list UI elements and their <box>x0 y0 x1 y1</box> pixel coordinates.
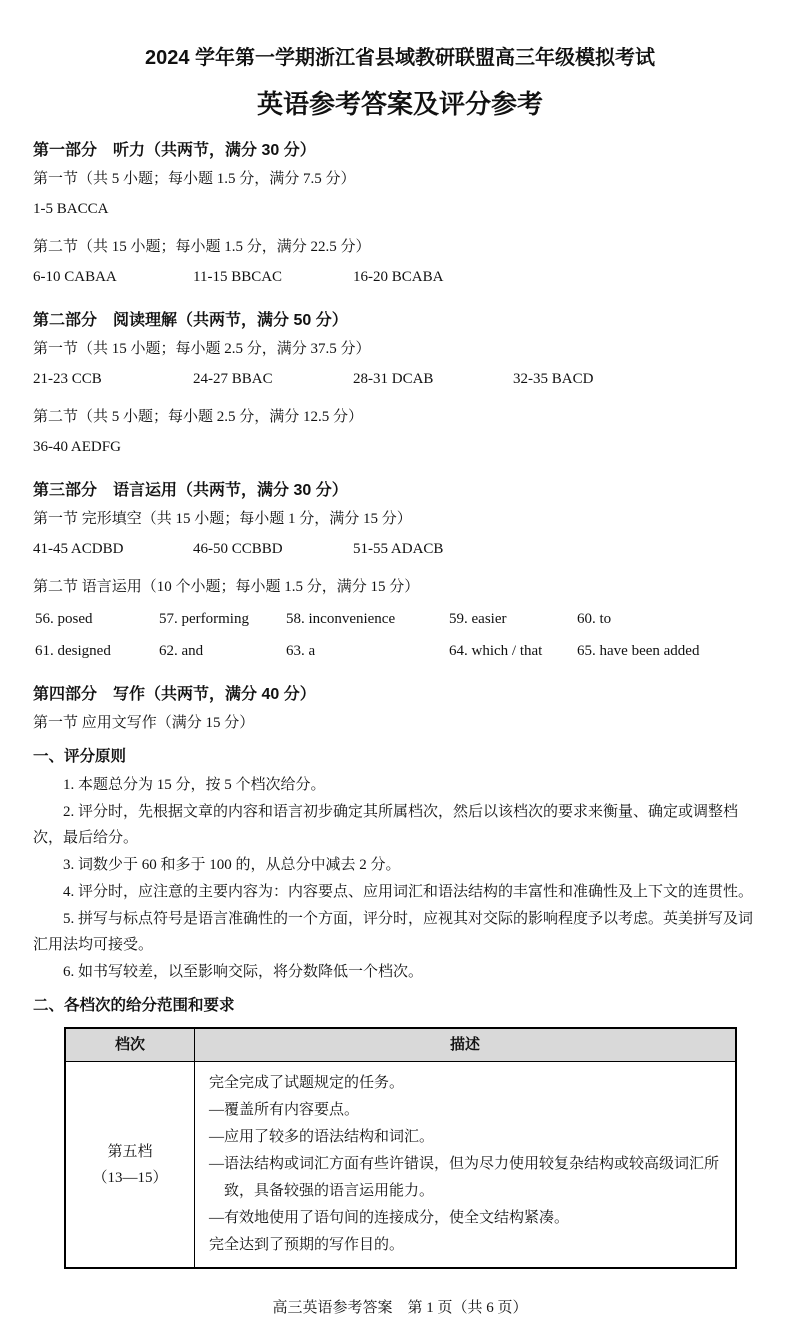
part2-sec1-desc: 第一节（共 15 小题；每小题 2.5 分，满分 37.5 分） <box>33 341 371 357</box>
band-label-cell <box>65 1062 195 1269</box>
answer-item: 60. to <box>577 611 612 627</box>
answer-group: 41-45 ACDBD <box>33 541 124 557</box>
answer-group: 24-27 BBAC <box>193 371 273 387</box>
answer-group: 21-23 CCB <box>33 371 102 387</box>
scoring-principles-heading: 一、评分原则 <box>33 748 127 765</box>
principle-item: 4. 评分时，应注意的主要内容为：内容要点、应用词汇和语法结构的丰富性和准确性及上下文的连贯性。 <box>63 884 754 900</box>
part3-sec1-desc: 第一节 完形填空（共 15 小题；每小题 1 分，满分 15 分） <box>33 511 412 527</box>
table-header-desc: 描述 <box>195 1028 737 1062</box>
part1-sec1-answers <box>33 196 767 222</box>
answer-group: 46-50 CCBBD <box>193 541 283 557</box>
band-description-cell <box>195 1062 737 1269</box>
part2-sec2-answers <box>33 434 767 460</box>
principle-item: 3. 词数少于 60 和多于 100 的，从总分中减去 2 分。 <box>63 857 401 873</box>
answer-item: 62. and <box>159 643 204 659</box>
principle-item: 5. 拼写与标点符号是语言准确性的一个方面，评分时，应视其对交际的影响程度予以考虑。英美拼写及词汇用法均可接受。 <box>33 911 754 953</box>
part1-heading: 第一部分 听力（共两节，满分 30 分） <box>33 142 316 159</box>
answer-item: 65. have been added <box>577 643 700 659</box>
answer-item: 57. performing <box>159 611 249 627</box>
desc-line: —有效地使用了语句间的连接成分，使全文结构紧凑。 <box>209 1210 570 1226</box>
answer-group: 6-10 CABAA <box>33 269 117 285</box>
part3-sec2-answers-row1 <box>35 606 767 632</box>
desc-line: 完全完成了试题规定的任务。 <box>209 1075 405 1091</box>
answer-item: 58. inconvenience <box>286 611 396 627</box>
answer-item: 63. a <box>286 643 316 659</box>
table-header-row <box>65 1028 736 1062</box>
scoring-bands-heading: 二、各档次的给分范围和要求 <box>33 997 235 1014</box>
part3-heading: 第三部分 语言运用（共两节，满分 30 分） <box>33 482 348 499</box>
exam-title: 2024 学年第一学期浙江省县域教研联盟高三年级模拟考试 <box>144 47 656 69</box>
part3-sec2-desc: 第二节 语言运用（10 个小题；每小题 1.5 分，满分 15 分） <box>33 579 420 595</box>
part1-listening <box>33 138 767 290</box>
part2-reading <box>33 308 767 460</box>
table-header-band: 档次 <box>65 1028 195 1062</box>
part1-sec1-desc: 第一节（共 5 小题；每小题 1.5 分，满分 7.5 分） <box>33 171 356 187</box>
part4-writing <box>33 682 767 1269</box>
part3-language-use <box>33 478 767 664</box>
page-footer: 高三英语参考答案 第 1 页（共 6 页） <box>272 1300 528 1316</box>
part4-heading: 第四部分 写作（共两节，满分 40 分） <box>33 686 316 703</box>
answer-group: 11-15 BBCAC <box>193 269 283 285</box>
part1-sec2-answers <box>33 264 767 290</box>
desc-line: 完全达到了预期的写作目的。 <box>209 1237 405 1253</box>
answer-key-title: 英语参考答案及评分参考 <box>256 89 543 119</box>
desc-line: —语法结构或词汇方面有些许错误，但为尽力使用较复杂结构或较高级词汇所致，具备较强的语言运用能力。 <box>209 1156 720 1199</box>
desc-line: —覆盖所有内容要点。 <box>209 1102 360 1118</box>
part1-sec2-desc: 第二节（共 15 小题；每小题 1.5 分，满分 22.5 分） <box>33 239 371 255</box>
principle-item: 1. 本题总分为 15 分，按 5 个档次给分。 <box>63 777 326 793</box>
answer-item: 61. designed <box>35 643 111 659</box>
answer-group: 36-40 AEDFG <box>33 439 121 455</box>
scoring-band-table <box>64 1027 737 1269</box>
answer-group: 1-5 BACCA <box>33 201 109 217</box>
answer-item: 64. which / that <box>449 643 543 659</box>
part3-sec2-answers-row2 <box>35 638 767 664</box>
part4-sec1-desc: 第一节 应用文写作（满分 15 分） <box>33 715 255 731</box>
answer-group: 28-31 DCAB <box>353 371 434 387</box>
part2-sec2-desc: 第二节（共 5 小题；每小题 2.5 分，满分 12.5 分） <box>33 409 364 425</box>
answer-item: 56. posed <box>35 611 93 627</box>
principle-item: 2. 评分时，先根据文章的内容和语言初步确定其所属档次，然后以该档次的要求来衡量、确定或调整档次，最后给分。 <box>33 804 739 846</box>
answer-group: 16-20 BCABA <box>353 269 444 285</box>
answer-item: 59. easier <box>449 611 507 627</box>
principle-item: 6. 如书写较差，以至影响交际，将分数降低一个档次。 <box>63 964 424 980</box>
band-score-range: （13—15） <box>92 1169 168 1186</box>
part2-sec1-answers <box>33 366 767 392</box>
band-name: 第五档 <box>107 1143 153 1160</box>
answer-group: 32-35 BACD <box>513 371 594 387</box>
answer-group: 51-55 ADACB <box>353 541 444 557</box>
part3-sec1-answers <box>33 536 767 562</box>
part2-heading: 第二部分 阅读理解（共两节，满分 50 分） <box>33 312 348 329</box>
desc-line: —应用了较多的语法结构和词汇。 <box>209 1129 435 1145</box>
table-row <box>65 1062 736 1269</box>
